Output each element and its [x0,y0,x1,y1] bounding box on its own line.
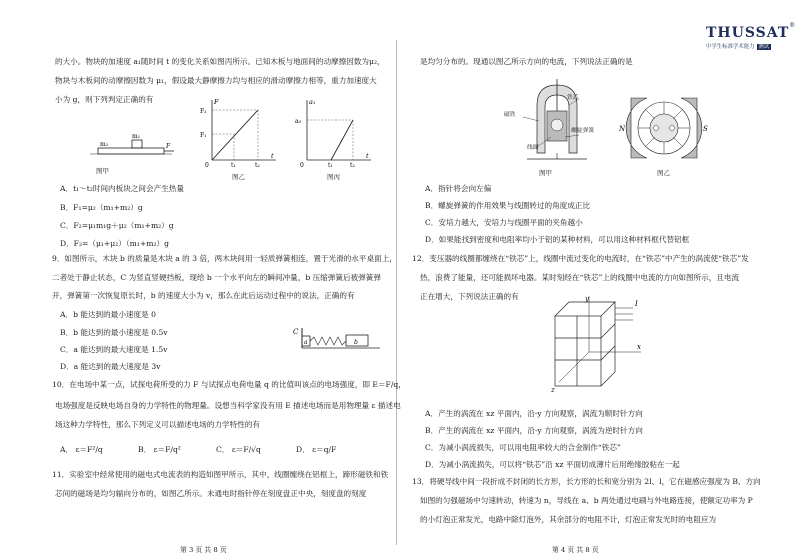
core-front [555,316,601,386]
axis-F: F [214,98,219,106]
label-coil: 线圈 [527,145,539,151]
axis-y: y [585,295,589,303]
q12-line: 正在增大，下列说法正确的有 [420,292,519,301]
axis-t: t [271,152,274,160]
q12-option-c: C．为减小涡流损失，可以用电阻率较大的合金制作“铁芯” [425,443,621,452]
origin: 0 [300,162,304,169]
figure-spring-blocks [292,322,382,354]
q12-option-a: A．产生的涡流在 xz 平面内，沿-y 方向观察，涡流为顺时针方向 [425,409,643,418]
q12-line: 热，浪费了能量，还可能损坏电器。某时刻经在“铁芯”上的线圈中电流的方向如图所示，且电流 [420,273,740,282]
fig-label-jia: 图甲 [96,167,109,175]
tick-t1: t₁ [231,162,236,169]
spring [310,337,346,345]
q13-line: 13．将硬导线中间一段折成不封闭的长方形，长方形的长和宽分别为 2l、l，它在磁感应强度为 B、方向 [412,477,761,486]
accel-line [331,120,353,160]
tick-t2: t₂ [350,162,355,169]
q11-option-a: A．指针将会向左偏 [425,184,492,193]
origin: 0 [205,162,209,169]
label-N: N [619,125,626,133]
q9-line: 9．如图所示，木块 b 的质量是木块 a 的 3 倍，两木块间用一轻质弹簧相连，置于光滑的水平桌面上， [52,254,397,263]
figure-radial-field [609,88,719,168]
q10-line: 10．在电场中某一点，试探电荷所受的力 F 与试探点电荷电量 q 的比值叫该点的电场强度，即 E＝F/q， [52,380,406,389]
iron-core [551,119,563,131]
q9-option-b: B．b 能达到的最小速度是 0.5v [60,328,168,337]
q12-line: 12．变压器的线圈都缠绕在“铁芯”上，线圈中流过变化的电流时，在“铁芯”中产生的涡流使“铁芯”发 [412,254,749,263]
q13-line: 如图的匀强磁场中匀速转动，转速为 n，导线在 a、b 两处通过电刷与外电路连接，使额定功率为 P [420,496,753,505]
label-a: a [304,339,308,346]
fig-label-yi: 图乙 [657,169,670,177]
label-F: F [166,143,171,150]
q8-option-c: C．F₂=μ₁m₁g＋μ₂（m₁+m₂）g [60,221,174,230]
q10-option-a: A． ε＝F²/q [60,445,103,454]
q10-option-c: C． ε＝F/√q [216,445,261,454]
q10-option-b: B． ε＝F/q² [138,445,181,454]
tick-t2: t₂ [255,162,260,169]
label-m1: m₁ [132,133,141,140]
brand-tag: 测试 [758,44,770,50]
q11-line: 芯间的磁场是均匀辐向分布的，如图乙所示。未通电时指针停在刻度盘正中央，刻度盘的刻度 [55,489,367,498]
block-m1 [132,140,142,148]
label-I: I [635,300,638,308]
page-footer-left: 第 3 页 共 8 页 [180,546,227,554]
q9-option-d: D．a 能达到的最大速度是 3v [60,362,161,371]
label-core: 铁芯 [567,95,579,101]
tick-F1: F₁ [200,132,207,139]
board [98,148,164,154]
q9-line: 二者处于静止状态，C 为竖直竖硬挡板，现给 b 一个水平向左的瞬间冲量，b 压缩弹簧后被弹簧弹 [52,273,381,282]
q8-option-b: B．F₁=μ₂（m₁+m₂）g [60,203,143,212]
q11-option-b: B．螺旋弹簧的作用效果与线圈转过的角度成正比 [425,201,591,210]
q9-option-c: C．a 能达到的最大速度是 1.5v [60,345,168,354]
current-out-icon [670,126,675,131]
q11-option-c: C．安培力越大，安培力与线圈平面的夹角越小 [425,218,583,227]
right-page [397,0,794,558]
force-line [212,110,258,160]
tick-t1: t₁ [328,162,333,169]
tick-F2: F₂ [200,108,207,115]
label-b: b [354,339,358,346]
axis-t: t [366,152,369,160]
q10-option-d: D． ε＝q/F [296,445,337,454]
q9-option-a: A．b 能达到的最小速度是 0 [60,310,156,319]
figure-galvanometer [507,75,597,175]
label-spring: 螺旋弹簧 [571,128,595,134]
figure-yi-force-graph [200,96,280,171]
registered-mark: ® [789,22,795,29]
axis-x: x [637,343,641,351]
fig-label-bing: 图丙 [327,173,340,181]
q11-cont: 是均匀分布的。现通以图乙所示方向的电流，下列说法正确的是 [420,57,633,66]
page-footer-right: 第 4 页 共 8 页 [552,546,599,554]
q10-line: 场这种力学特性，那么下列定义可以描述电场的力学特性的有 [55,420,261,429]
fig-label-jia: 图甲 [539,169,552,177]
label-C: C [293,328,299,336]
q10-line: 电场强度是反映电场自身的力学特性的物理量。设想当科学家没有用 E 描述电场而是用物理量 ε 描述电 [55,401,401,410]
q8-line: 物块与木板间的动摩擦因数为 μ₁，假设最大静摩擦力均与相应的滑动摩擦力相等，重力加速度大 [55,76,377,85]
q8-line: 的大小。物块的加速度 a₁随时间 t 的变化关系如图丙所示。已知木板与地面间的动摩擦因数为μ₂， [55,57,385,66]
q8-option-a: A．t₁～t₂时间内板块之间会产生热量 [60,184,184,193]
axis-a1: a₁ [309,98,316,106]
q9-line: 开，弹簧第一次恢复原长时，b 的速度大小为 v，那么在此后运动过程中的说法，正确的有 [52,291,355,300]
q11-line: 11．实验室中经常使用的磁电式电流表的构造如图甲所示，其中，线圈缠绕在铝框上，蹄形磁铁和铁 [52,470,389,479]
axis-z: z [551,386,555,394]
label-magnet: 磁铁 [504,112,516,118]
label-S: S [703,125,708,133]
q11-option-d: D．如果能找到密度和电阻率均小于铝的某种材料，可以用这种材料框代替铝框 [425,235,690,244]
q8-line: 小为 g，则下列判定正确的有 [55,95,154,104]
fig-label-yi: 图乙 [232,173,245,181]
brand-sub: 中学生标准学术能力 [706,44,755,50]
q13-line: 的小灯泡正常发光，电路中除灯泡外，其余部分的电阻不计，灯泡正常发光时的电阻应为 [420,515,717,524]
figure-bing-acceleration-graph [295,96,375,171]
brand-name: THUSSAT [706,25,790,41]
current-in-icon [654,126,659,131]
q12-option-d: D．为减小涡流损失，可以将“铁芯”沿 xz 平面切成薄片后用绝缘胶粘在一起 [425,460,680,469]
tick-a0: a₀ [295,118,301,125]
label-m2: m₂ [100,141,109,148]
q8-option-d: D．F₂=（μ₁+μ₂）（m₁+m₂）g [60,239,169,248]
q12-option-b: B．产生的涡流在 xz 平面内，沿-y 方向观察，涡流为逆时针方向 [425,426,643,435]
figure-iron-core [537,294,647,400]
